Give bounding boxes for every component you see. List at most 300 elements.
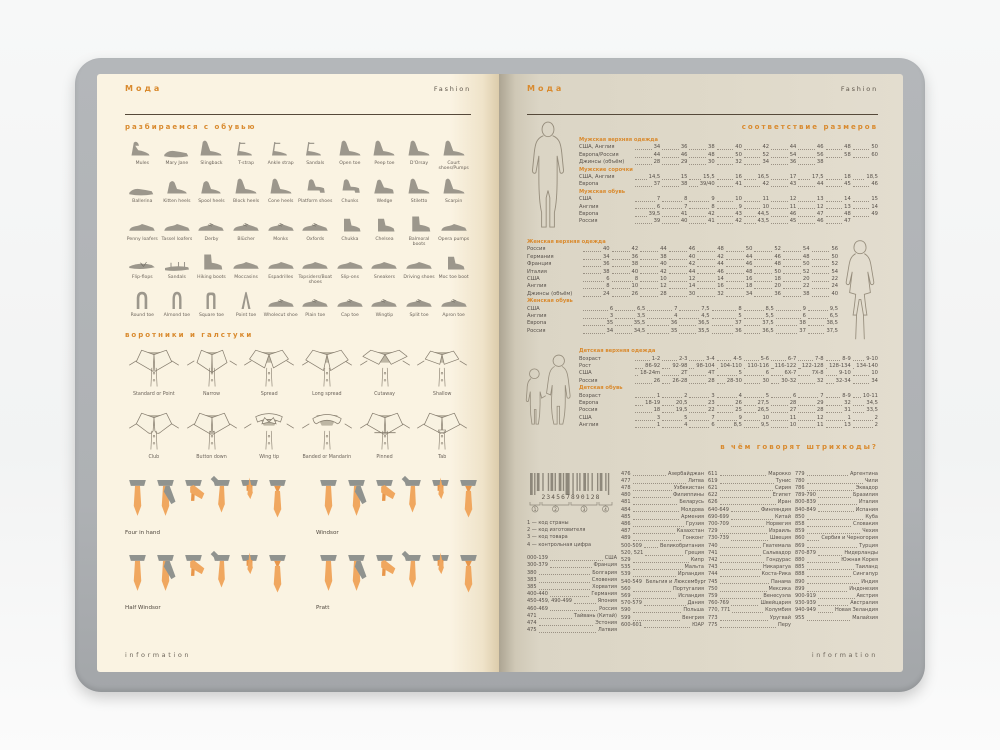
dotted-leader <box>720 569 761 570</box>
size-value: 19,5 <box>675 407 688 414</box>
barcode-prefix: 560 <box>621 585 631 592</box>
size-value: 98-104 <box>696 362 715 369</box>
shoe-label: Kitten heels <box>163 199 191 204</box>
size-value: 9,5 <box>760 422 770 429</box>
shoes-section-heading: разбираемся с обувью <box>125 123 257 131</box>
country-name: Азербайджан <box>667 470 704 477</box>
barcode-prefix: 743 <box>708 564 718 571</box>
size-value: 12 <box>816 414 824 421</box>
country-code-row <box>708 543 791 550</box>
country-code-row <box>795 593 878 600</box>
size-value: 58 <box>844 151 851 158</box>
size-value-cell <box>633 218 660 225</box>
dotted-leader <box>644 627 690 628</box>
size-value-cell <box>810 291 839 298</box>
size-value: 34 <box>762 159 770 166</box>
size-value: 46 <box>688 246 696 253</box>
dotted-leader <box>550 560 603 561</box>
barcode-prefix: 599 <box>621 614 631 621</box>
woman-silhouette <box>840 239 880 341</box>
shoe-row <box>125 288 471 323</box>
country-code-row <box>527 562 617 569</box>
size-value: 42 <box>762 144 770 151</box>
barcode-prefix: 690-699 <box>708 513 729 520</box>
size-row-label: США, Англия <box>579 174 615 181</box>
shoe-item <box>229 288 264 323</box>
size-value-cell <box>633 159 660 166</box>
derby-shoe-icon <box>266 288 296 312</box>
size-row-label: Англия <box>527 312 547 319</box>
shoe-row <box>125 212 471 247</box>
size-value-cell <box>581 283 610 290</box>
size-value-cell <box>715 211 742 218</box>
shoe-item <box>125 288 160 323</box>
shoe-label: Hiking boots <box>197 275 226 280</box>
tie-steps <box>316 548 481 602</box>
header-rule <box>527 114 878 115</box>
size-row-label: Европа <box>527 320 547 327</box>
size-value-cell <box>796 144 823 151</box>
dotted-leader <box>633 511 679 512</box>
size-value-cell <box>781 254 810 261</box>
size-value-cell <box>660 144 687 151</box>
tie-knot-group <box>125 548 290 611</box>
size-value-cell <box>742 313 774 320</box>
size-table-row <box>527 328 838 335</box>
dotted-leader <box>807 576 851 577</box>
shoe-item <box>298 136 333 171</box>
barcode-prefix: 770, 771 <box>708 607 731 614</box>
country-code-row <box>621 492 704 499</box>
country-name: Австрия <box>856 593 878 600</box>
size-value: 22 <box>802 283 810 290</box>
country-code-row <box>621 593 704 600</box>
toe-round-shoe-icon <box>127 288 157 312</box>
size-value: 34 <box>653 144 661 151</box>
page-title: Мода <box>125 84 163 93</box>
dotted-leader <box>633 497 671 498</box>
size-value-cell <box>687 159 714 166</box>
size-table-row <box>579 407 878 414</box>
size-value-cell <box>824 174 851 181</box>
size-value: 6 <box>711 422 715 429</box>
country-code-row <box>795 571 878 578</box>
country-name: Чили <box>864 477 878 484</box>
size-value-cell <box>660 211 687 218</box>
country-code-row <box>708 528 791 535</box>
shoe-item <box>402 136 437 171</box>
size-value: 7X-8 <box>811 370 824 377</box>
barcode-prefix: 745 <box>708 578 718 585</box>
country-code-row <box>621 528 704 535</box>
country-code-row <box>708 521 791 528</box>
size-value-cell <box>851 211 878 218</box>
size-value: 28 <box>660 290 667 297</box>
barcode-prefix: 383 <box>527 576 537 583</box>
size-value: 14,5 <box>648 174 661 181</box>
country-name: Мальта <box>684 564 704 571</box>
size-row-label: Джинсы (объём) <box>579 159 625 166</box>
country-name: Хорватия <box>592 584 617 591</box>
size-value-cell <box>687 370 714 377</box>
size-value-cell <box>742 181 769 188</box>
size-value-cell <box>581 306 613 313</box>
size-value-cell <box>638 254 667 261</box>
shoe-label: Almond toe <box>163 313 191 318</box>
tie-step-icon <box>316 473 341 527</box>
size-value: 3-4 <box>706 355 715 362</box>
size-value: 40 <box>688 253 696 260</box>
button-down-collar-icon <box>186 407 238 453</box>
size-value: 35 <box>606 320 614 327</box>
size-value: 26 <box>631 290 639 297</box>
size-value-cell <box>774 320 806 327</box>
barcode-prefix: 619 <box>708 477 718 484</box>
size-value: 38 <box>660 253 667 260</box>
shoe-item <box>263 212 298 247</box>
size-value-cell <box>660 370 687 377</box>
country-code-row <box>621 514 704 521</box>
dotted-leader <box>633 483 687 484</box>
country-code-row <box>621 535 704 542</box>
size-value: 44 <box>745 253 753 260</box>
barcode-prefix: 600-601 <box>621 621 642 628</box>
dotted-leader <box>807 620 851 621</box>
shoe-label: Sandals <box>306 161 325 166</box>
size-group-title: Мужская верхняя одежда <box>579 137 658 143</box>
size-value: 38 <box>816 159 824 166</box>
size-value-cell <box>851 415 878 422</box>
size-value: 41 <box>708 218 715 225</box>
size-value-cell <box>742 196 769 203</box>
country-name: Исландия <box>678 593 704 600</box>
loafer-shoe-icon <box>231 250 261 274</box>
tie-knots-grid <box>125 473 471 611</box>
size-value-cell <box>810 276 839 283</box>
size-value-cell <box>752 269 781 276</box>
barcode-prefix: 860 <box>795 535 805 542</box>
country-name: Сальвадор <box>762 549 791 556</box>
barcode-prefix: 640-649 <box>708 506 729 513</box>
shoe-label: Sneakers <box>373 275 395 280</box>
size-value-cell <box>715 356 742 363</box>
country-code-row <box>708 507 791 514</box>
size-value-cell <box>810 254 839 261</box>
size-value-cell <box>742 306 774 313</box>
dotted-leader <box>720 533 767 534</box>
country-code-row <box>708 571 791 578</box>
country-code-row <box>527 606 617 613</box>
size-value: 18 <box>774 275 781 282</box>
country-name: Никарагуа <box>763 564 791 571</box>
derby-shoe-icon <box>300 212 330 236</box>
size-value: 38 <box>799 320 806 327</box>
barcode-legend-item: 1 — код страны <box>527 519 569 526</box>
country-name: Испания <box>855 506 878 513</box>
size-value: 5 <box>738 312 742 319</box>
dotted-leader <box>633 569 683 570</box>
size-value: 46 <box>680 151 688 158</box>
country-name: Литва <box>688 477 704 484</box>
platform-shoe-icon <box>335 174 365 198</box>
size-value: 110-116 <box>747 362 770 369</box>
size-table-row <box>579 159 878 166</box>
pump-shoe-icon <box>266 174 296 198</box>
dotted-leader <box>807 483 863 484</box>
size-group-title: Мужские сорочки <box>579 166 633 173</box>
size-value: 50 <box>802 261 810 268</box>
pump-shoe-icon <box>335 136 365 160</box>
tie-step-icon <box>125 548 150 602</box>
country-code-row <box>527 620 617 627</box>
country-code-row <box>795 607 878 614</box>
barcode-explainer <box>527 471 617 635</box>
size-value: 4T <box>708 370 715 377</box>
size-value: 8 <box>738 305 742 312</box>
size-value-cell <box>851 370 878 377</box>
shoe-item <box>125 174 160 209</box>
size-row-label: Англия <box>579 422 599 429</box>
shoe-label: Slingback <box>200 161 223 166</box>
dotted-leader <box>807 490 854 491</box>
size-value: 10 <box>789 422 797 429</box>
size-table-row <box>579 204 878 211</box>
shoe-item <box>160 212 195 247</box>
collar-label: Cutaway <box>374 392 395 397</box>
dotted-leader <box>720 598 762 599</box>
shoe-item <box>333 174 368 209</box>
collar-item <box>356 344 414 402</box>
size-value: 5 <box>684 414 688 421</box>
size-table-row <box>579 415 878 422</box>
svg-text:2: 2 <box>554 506 557 512</box>
wedge-shoe-icon <box>369 174 399 198</box>
size-value-cell <box>581 269 610 276</box>
barcode-prefix: 773 <box>708 614 718 621</box>
size-value-cell <box>796 211 823 218</box>
size-value-cell <box>633 407 660 414</box>
children-silhouette <box>523 350 575 430</box>
size-value-cell <box>633 415 660 422</box>
barcode-prefix: 775 <box>708 621 718 628</box>
barcode-prefix: 885 <box>795 564 805 571</box>
sandal-shoe-icon <box>162 250 192 274</box>
size-value-cell <box>610 246 639 253</box>
shoe-label: Wholecut shoe <box>263 313 298 318</box>
left-page <box>97 74 499 672</box>
size-value-cell <box>633 400 660 407</box>
size-value-cell <box>660 422 687 429</box>
page-subtitle: Fashion <box>840 85 878 93</box>
shoe-item <box>436 174 471 209</box>
shoe-item <box>229 136 264 171</box>
country-name: Эстония <box>595 620 617 627</box>
chelsea-shoe-icon <box>439 250 469 274</box>
dotted-leader <box>539 582 590 583</box>
country-codes-column <box>527 555 617 634</box>
country-name: Словакия <box>852 521 878 528</box>
shoe-label: Wedge <box>376 199 393 204</box>
size-row-label: Италия <box>527 268 547 275</box>
dotted-leader <box>720 562 765 563</box>
notebook-cover <box>75 58 925 692</box>
size-value: 15 <box>871 196 878 203</box>
shoe-item <box>263 174 298 209</box>
size-value-cell <box>742 370 769 377</box>
size-value-cell <box>796 393 823 400</box>
country-code-row <box>621 499 704 506</box>
barcode-prefix: 730-739 <box>708 535 729 542</box>
dotted-leader <box>633 562 689 563</box>
shoe-row <box>125 174 471 209</box>
size-value-cell <box>742 328 774 335</box>
barcode-legend-item: 3 — код товара <box>527 534 568 541</box>
collar-item <box>125 344 183 402</box>
dotted-leader <box>807 547 858 548</box>
dotted-leader <box>550 596 589 597</box>
dotted-leader <box>720 547 761 548</box>
size-value: 40 <box>831 290 839 297</box>
size-value: 36 <box>680 144 688 151</box>
country-code-row <box>795 564 878 571</box>
pinned-collar-icon <box>359 407 411 453</box>
size-value-cell <box>660 196 687 203</box>
flipflop-shoe-icon <box>127 250 157 274</box>
flat-shoe-icon <box>162 136 192 160</box>
dotted-leader <box>633 591 671 592</box>
shoe-label: Moc toe boot <box>438 275 469 280</box>
shoe-label: Scarpin <box>445 199 463 204</box>
size-row-label: Европа <box>579 400 599 406</box>
pump-shoe-icon <box>439 174 469 198</box>
shoe-label: Ballerina <box>132 199 153 204</box>
shoe-item <box>333 212 368 247</box>
page-subtitle: Fashion <box>433 85 471 93</box>
country-name: Гонконг <box>682 535 704 542</box>
tie-knot-label: Windsor <box>316 530 339 536</box>
dotted-leader <box>818 555 842 556</box>
barcode-prefix: 478 <box>621 485 631 492</box>
kitten-shoe-icon <box>196 174 226 198</box>
size-value-cell <box>851 356 878 363</box>
size-value-cell <box>810 269 839 276</box>
size-value-cell <box>824 218 851 225</box>
size-value: 4,5 <box>701 312 710 319</box>
size-value-cell <box>769 196 796 203</box>
size-value-cell <box>781 283 810 290</box>
size-value: 9-10 <box>866 355 878 362</box>
size-value: 14 <box>871 203 878 210</box>
size-value-cell <box>806 313 838 320</box>
collar-item <box>298 344 356 402</box>
size-value: 26-28 <box>672 377 688 384</box>
shoe-item <box>367 288 402 323</box>
collar-item <box>240 344 298 402</box>
size-value-cell <box>687 363 714 370</box>
size-value-cell <box>796 218 823 225</box>
size-value-cell <box>638 283 667 290</box>
size-value-cell <box>851 204 878 211</box>
country-name: Индонезия <box>849 585 878 592</box>
shoe-label: T-strap <box>238 161 254 166</box>
pump-shoe-icon <box>231 174 261 198</box>
size-value-cell <box>824 370 851 377</box>
barcode-prefix: 450-459, 490-499 <box>527 598 572 605</box>
size-value: 37 <box>799 327 806 334</box>
country-code-row <box>621 557 704 564</box>
barcode-prefix: 487 <box>621 528 631 535</box>
loafer-shoe-icon <box>162 212 192 236</box>
size-value: 36 <box>774 290 781 297</box>
size-value: 122-128 <box>801 362 824 369</box>
size-value-cell <box>638 276 667 283</box>
country-code-row <box>795 550 878 557</box>
size-value-cell <box>724 276 753 283</box>
size-group-title: Детская обувь <box>579 385 623 392</box>
collar-label: Pinned <box>376 455 393 460</box>
tie-steps <box>316 473 481 527</box>
shoe-item <box>333 288 368 323</box>
shoe-item <box>402 174 437 209</box>
shoe-label: Topsiders/Boat shoes <box>298 275 333 285</box>
size-table-row <box>527 276 838 283</box>
tie-step-icon <box>265 473 290 527</box>
size-value: 12 <box>816 203 824 210</box>
dotted-leader <box>633 540 681 541</box>
pump-shoe-icon <box>369 136 399 160</box>
size-value: 32 <box>735 159 742 166</box>
loafer-shoe-icon <box>300 250 330 274</box>
size-value-cell <box>806 320 838 327</box>
shoe-item <box>436 288 471 323</box>
size-value-cell <box>660 378 687 385</box>
size-value: 52 <box>774 246 781 253</box>
size-row-label: Германия <box>527 253 554 260</box>
country-name: Куба <box>865 513 878 520</box>
size-value-cell <box>724 246 753 253</box>
size-table-row <box>527 254 838 261</box>
country-name: Колумбия <box>765 607 791 614</box>
size-value: 44,5 <box>757 211 770 218</box>
size-value: 6 <box>609 305 614 312</box>
size-row-label: Англия <box>527 283 547 290</box>
shoe-item <box>367 136 402 171</box>
size-group-title: Женская обувь <box>527 298 573 305</box>
dotted-leader <box>807 519 864 520</box>
size-value: 9 <box>711 196 715 203</box>
barcode-prefix: 700-709 <box>708 521 729 528</box>
size-value: 42 <box>660 268 667 275</box>
size-value-cell <box>638 269 667 276</box>
size-value-cell <box>610 291 639 298</box>
country-name: Нидерланды <box>844 549 878 556</box>
size-value: 10 <box>871 370 878 377</box>
country-name: Мексика <box>768 585 791 592</box>
barcode-prefix: 729 <box>708 528 718 535</box>
tie-knot-label: Half Windsor <box>125 605 161 611</box>
dotted-leader <box>633 504 678 505</box>
size-value-cell <box>769 363 796 370</box>
dotted-leader <box>644 605 686 606</box>
size-value-cell <box>660 159 687 166</box>
barcode-prefix: 940-949 <box>795 607 816 614</box>
shoe-label: Mules <box>135 161 149 166</box>
size-value: 50 <box>871 144 878 151</box>
size-value: 28-30 <box>726 377 742 384</box>
collar-label: Standard or Point <box>132 392 175 397</box>
tie-step-icon <box>344 548 369 602</box>
barcode-prefix: 759 <box>708 593 718 600</box>
